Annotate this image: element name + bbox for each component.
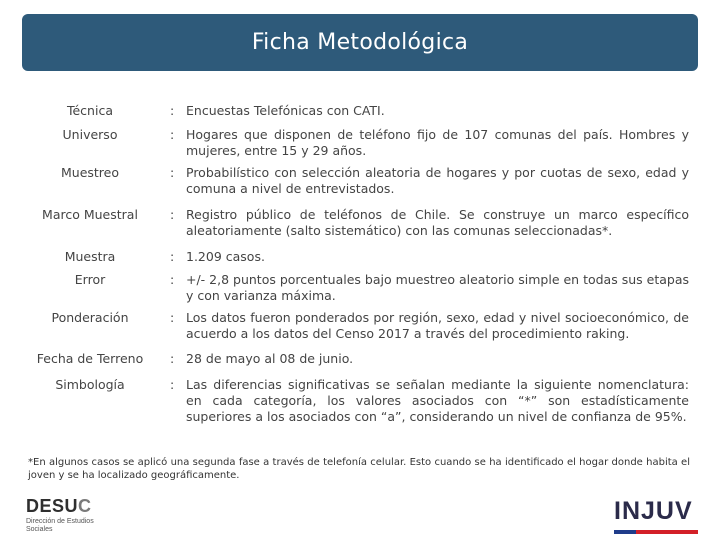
row-value: Hogares que disponen de teléfono fijo de 107 comunas del país. Hombres y mujeres, entre 15 y 29 años. (186, 127, 689, 158)
injuv-wordmark: INJUV (614, 497, 693, 525)
row-separator: : (170, 310, 175, 325)
row-value: Registro público de teléfonos de Chile. Se construye un marco específico aleatoriamente (salto sistemático) con las comunas seleccionadas*. (186, 207, 689, 238)
row-label: Muestreo (60, 165, 119, 180)
row-label: Universo (62, 127, 118, 142)
injuv-logo (614, 497, 693, 526)
row-value: Las diferencias significativas se señalan mediante la siguiente nomenclatura: en cada categoría, los valores asociados con “*” son estadísticamente superiores a los asociados con “a”, considerando un nivel de confianza de 95%. (186, 377, 689, 424)
desuc-subtitle-line: Sociales (26, 526, 53, 533)
row-label: Muestra (64, 249, 116, 264)
row-label: Ponderación (51, 310, 129, 325)
row-label: Marco Muestral (42, 207, 138, 222)
footnote: *En algunos casos se aplicó una segunda fase a través de telefonía celular. Esto cuando se ha identificado el hogar donde habita el joven y se ha localizado geográficamente. (28, 457, 690, 481)
desuc-logo (26, 496, 94, 534)
flag-stripe-red (636, 530, 698, 534)
row-label: Error (74, 272, 106, 287)
row-value: Los datos fueron ponderados por región, sexo, edad y nivel socioeconómico, de acuerdo a los datos del Censo 2017 a través del procedimiento raking. (186, 310, 689, 341)
desuc-subtitle (26, 518, 94, 534)
row-separator: : (170, 207, 175, 222)
row-separator: : (170, 165, 175, 180)
desuc-wordmark (26, 496, 94, 517)
page-title: Ficha Metodológica (251, 30, 469, 55)
row-separator: : (170, 272, 175, 287)
row-label: Simbología (55, 377, 125, 392)
row-value: 1.209 casos. (186, 249, 265, 264)
row-label: Fecha de Terreno (36, 351, 144, 366)
flag-stripe-blue (614, 530, 636, 534)
row-separator: : (170, 103, 175, 118)
desuc-wordmark-main: DESU (26, 496, 79, 516)
row-separator: : (170, 249, 175, 264)
row-separator: : (170, 351, 175, 366)
desuc-wordmark-accent: C (78, 496, 92, 516)
desuc-subtitle-line: Dirección de Estudios (26, 518, 94, 525)
row-value: 28 de mayo al 08 de junio. (186, 351, 354, 366)
row-label: Técnica (66, 103, 113, 118)
row-separator: : (170, 377, 175, 392)
row-value: Probabilístico con selección aleatoria de hogares y por cuotas de sexo, edad y comuna a nivel de entrevistados. (186, 165, 689, 196)
page-title-banner (22, 14, 698, 71)
row-value: +/- 2,8 puntos porcentuales bajo muestreo aleatorio simple en todas sus etapas y con varianza máxima. (186, 272, 689, 303)
row-value: Encuestas Telefónicas con CATI. (186, 103, 385, 118)
row-separator: : (170, 127, 175, 142)
